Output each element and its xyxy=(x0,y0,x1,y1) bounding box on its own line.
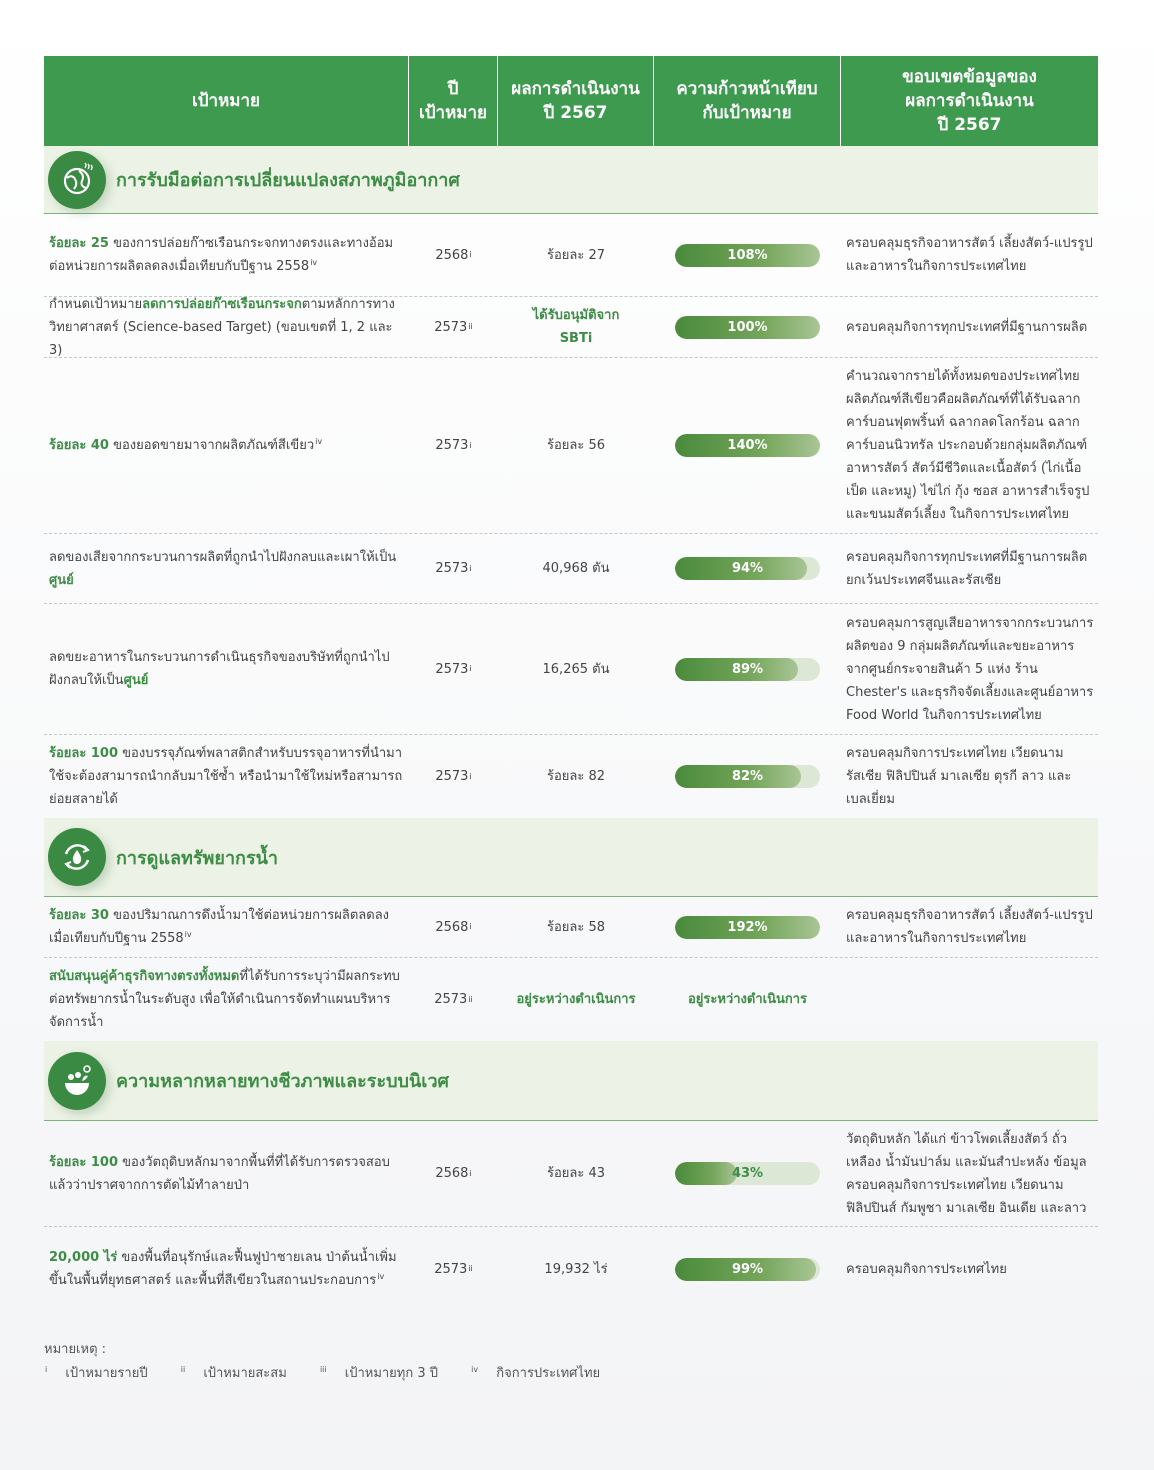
table-row: กำหนดเป้าหมายลดการปล่อยก๊าซเรือนกระจกตามหลักการทางวิทยาศาสตร์ (Science-based Target) (ขอบเขตที่ 1, 2 และ 3) 2573 ii ได้รับอนุมัติจาก SBTi 100% ครอบคลุมกิจการทุกประเทศที่มีฐานการผลิต xyxy=(44,297,1098,358)
table-row: สนับสนุนคู่ค้าธุรกิจทางตรงทั้งหมดที่ได้รับการระบุว่ามีผลกระทบต่อทรัพยากรน้ำในระดับสูง เพื่อให้ดำเนินการจัดทำแผนบริหารจัดการน้ำ 2573 ii อยู่ระหว่างดำเนินการ อยู่ระหว่างดำเนินการ xyxy=(49,969,808,1030)
progress-bar: 108% xyxy=(675,244,820,267)
table-row: ร้อยละ 100 ของวัตถุดิบหลักมาจากพื้นที่ที่ได้รับการตรวจสอบแล้วว่าปราศจากการตัดไม้ทำลายป่า 2568 i ร้อยละ 43 43% วัตถุดิบหลัก ได้แก่ ข้าวโพดเลี้ยงสัตว์ ถั่วเหลือง น้ำมันปาล์ม และมันสำปะหลัง ข้อมูลครอบคลุมกิจการประเทศไทย เวียดนาม ฟิลิปปินส์ กัมพูชา มาเลเซีย อินเดีย และลาว xyxy=(44,1121,1098,1227)
progress-bar: 94% xyxy=(675,557,820,580)
section-water xyxy=(44,818,1098,897)
notes-items: $^i$ เป้าหมายรายปี $^{ii}$ เป้าหมายสะสม $^{iii}$ เป้าหมายทุก 3 ปี $^{iv}$ กิจการประเทศไทย xyxy=(45,1364,601,1381)
header-progress: ความก้าวหน้าเทียบ กับเป้าหมาย xyxy=(654,56,841,146)
table-header xyxy=(44,56,1098,146)
header-result: ผลการดำเนินงาน ปี 2567 xyxy=(498,56,654,146)
water-cycle-icon xyxy=(48,828,106,886)
table-row: ร้อยละ 25 ของการปล่อยก๊าซเรือนกระจกทางตรงและทางอ้อมต่อหน่วยการผลิตลดลงเมื่อเทียบกับปีฐาน 2558$^{iv}$ 2568 i ร้อยละ 27 108% ครอบคลุมธุรกิจอาหารสัตว์ เลี้ยงสัตว์-แปรรูปและอาหารในกิจการประเทศไทย xyxy=(44,214,1098,297)
table-row: ลดขยะอาหารในกระบวนการดำเนินธุรกิจของบริษัทที่ถูกนำไปฝังกลบให้เป็นศูนย์ 2573 i 16,265 ตัน 89% ครอบคลุมการสูญเสียอาหารจากกระบวนการผลิตของ 9 กลุ่มผลิตภัณฑ์และขยะอาหารจากศูนย์กระจายสินค้า 5 แห่ง ร้าน Chester's และธุรกิจจัดเลี้ยงและศูนย์อาหาร Food World ในกิจการประเทศไทย xyxy=(44,604,1098,735)
goals-table xyxy=(44,56,1098,1311)
section-climate xyxy=(44,146,1098,214)
footnotes xyxy=(44,1338,628,1386)
section-title: การดูแลทรัพยากรน้ำ xyxy=(116,847,279,869)
biodiversity-icon xyxy=(48,1052,106,1110)
header-goal: เป้าหมาย xyxy=(44,56,409,146)
section-title: ความหลากหลายทางชีวภาพและระบบนิเวศ xyxy=(116,1071,449,1092)
progress-bar: 100% xyxy=(675,316,820,339)
section-title: การรับมือต่อการเปลี่ยนแปลงสภาพภูมิอากาศ xyxy=(116,170,460,191)
header-scope: ขอบเขตข้อมูลของ ผลการดำเนินงาน ปี 2567 xyxy=(902,67,1037,135)
progress-bar: 140% xyxy=(675,434,820,457)
notes-title: หมายเหตุ : xyxy=(44,1342,107,1357)
table-row: 20,000 ไร่ ของพื้นที่อนุรักษ์และฟื้นฟูป่าชายเลน ป่าต้นน้ำเพิ่มขึ้นในพื้นที่ยุทธศาสตร์ และพื้นที่สีเขียวในสถานประกอบการ$^{iv}$ 2573 ii 19,932 ไร่ 99% ครอบคลุมกิจการประเทศไทย xyxy=(49,1250,1007,1288)
table-row: ร้อยละ 40 ของยอดขายมาจากผลิตภัณฑ์สีเขียว$^{iv}$ 2573 i ร้อยละ 56 140% คำนวณจากรายได้ทั้งหมดของประเทศไทย ผลิตภัณฑ์สีเขียวคือผลิตภัณฑ์ที่ได้รับฉลากคาร์บอนฟุตพริ้นท์ ฉลากลดโลกร้อน ฉลากคาร์บอนนิวทรัล ประกอบด้วยกลุ่มผลิตภัณฑ์อาหารสัตว์ สัตว์มีชีวิตและเนื้อสัตว์ (ไก่เนื้อ เป็ด และหมู) ไข่ไก่ กุ้ง ซอส อาหารสำเร็จรูป และขนมสัตว์เลี้ยง ในกิจการประเทศไทย xyxy=(44,358,1098,534)
table-row: ลดของเสียจากกระบวนการผลิตที่ถูกนำไปฝังกลบและเผาให้เป็นศูนย์ 2573 i 40,968 ตัน 94% ครอบคลุมกิจการทุกประเทศที่มีฐานการผลิต ยกเว้นประเทศจีนและรัสเซีย xyxy=(44,534,1098,604)
progress-bar: 99% xyxy=(675,1258,820,1281)
section-biodiversity xyxy=(44,1041,1098,1121)
progress-bar: 89% xyxy=(675,658,820,681)
progress-bar: 192% xyxy=(675,916,820,939)
climate-globe-icon xyxy=(48,151,106,209)
table-row: ร้อยละ 30 ของปริมาณการดึงน้ำมาใช้ต่อหน่วยการผลิตลดลงเมื่อเทียบกับปีฐาน 2558$^{iv}$ 2568 i ร้อยละ 58 192% ครอบคลุมธุรกิจอาหารสัตว์ เลี้ยงสัตว์-แปรรูปและอาหารในกิจการประเทศไทย xyxy=(44,897,1098,958)
header-target-year: ปี เป้าหมาย xyxy=(409,56,498,146)
table-row: ร้อยละ 100 ของบรรจุภัณฑ์พลาสติกสำหรับบรรจุอาหารที่นำมาใช้จะต้องสามารถนำกลับมาใช้ซ้ำ หรือนำมาใช้ใหม่หรือสามารถย่อยสลายได้ 2573 i ร้อยละ 82 82% ครอบคลุมกิจการประเทศไทย เวียดนาม รัสเซีย ฟิลิปปินส์ มาเลเซีย ตุรกี ลาว และเบลเยี่ยม xyxy=(49,746,1072,807)
progress-bar: 82% xyxy=(675,765,820,788)
progress-bar: 43% xyxy=(675,1162,820,1185)
